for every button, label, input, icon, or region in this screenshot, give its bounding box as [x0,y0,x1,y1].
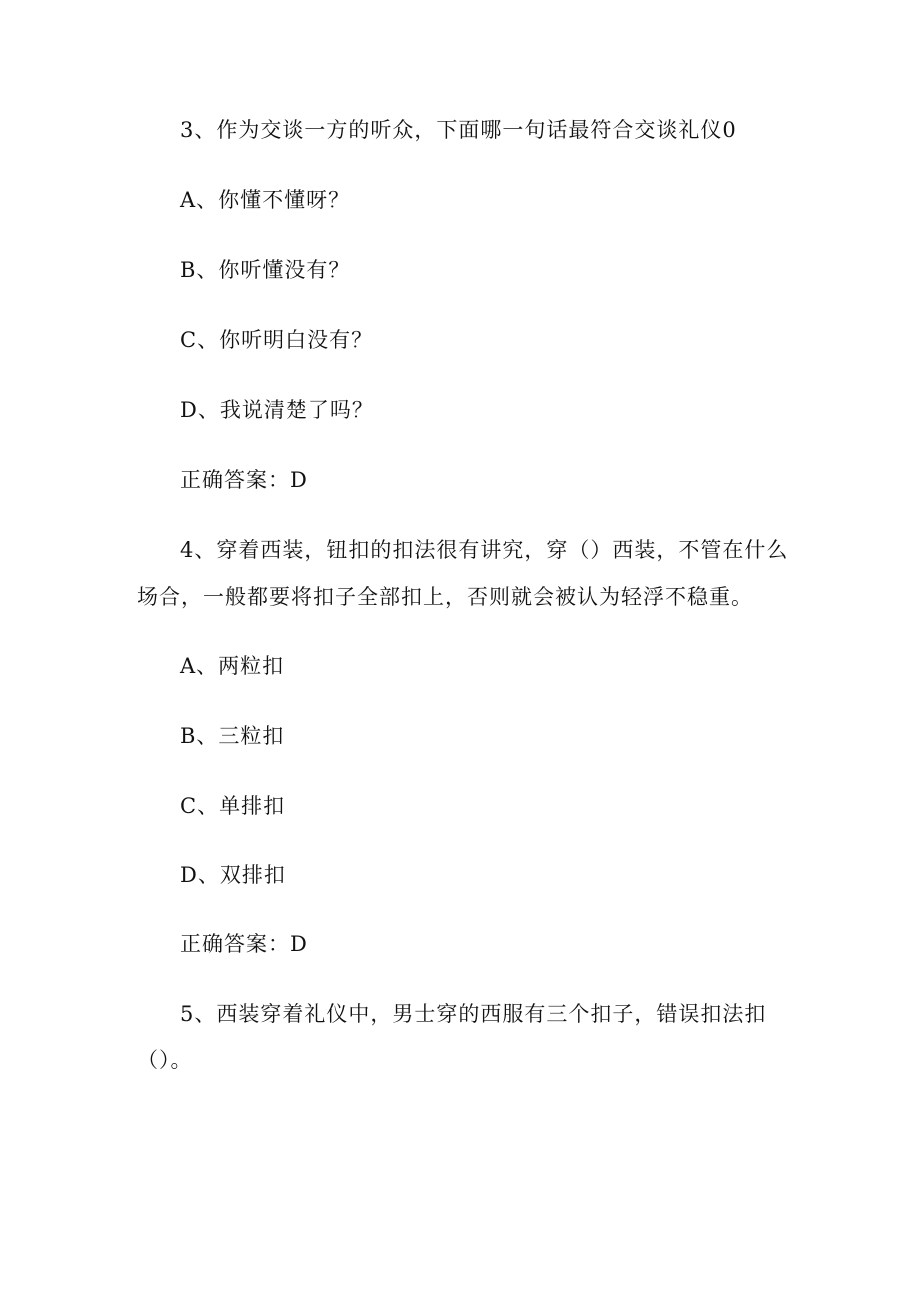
question-4-option-b: B、三粒扣 [180,724,285,748]
question-3-option-c: C、你听明白没有？ [180,328,374,352]
question-3-option-a: A、你懂不懂呀？ [180,188,351,212]
question-4-answer: 正确答案：D [180,932,308,956]
question-3-option-d: D、我说清楚了吗？ [180,398,374,422]
question-3-answer: 正确答案：D [180,468,308,492]
question-3-option-b: B、你听懂没有？ [180,258,351,282]
question-4-stem-line-1: 4、穿着西装，钮扣的扣法很有讲究，穿（）西装，不管在什么 [180,538,789,562]
question-5-stem-line-2: （）。 [137,1048,193,1072]
question-3-stem: 3、作为交谈一方的听众，下面哪一句话最符合交谈礼仪0 [180,118,737,142]
question-4-option-d: D、双排扣 [180,863,286,887]
question-4-option-a: A、两粒扣 [180,654,285,678]
question-4-option-c: C、单排扣 [180,794,286,818]
question-4-stem-line-2: 场合，一般都要将扣子全部扣上，否则就会被认为轻浮不稳重。 [137,585,753,609]
question-5-stem-line-1: 5、西装穿着礼仪中，男士穿的西服有三个扣子，错误扣法扣 [180,1002,767,1026]
